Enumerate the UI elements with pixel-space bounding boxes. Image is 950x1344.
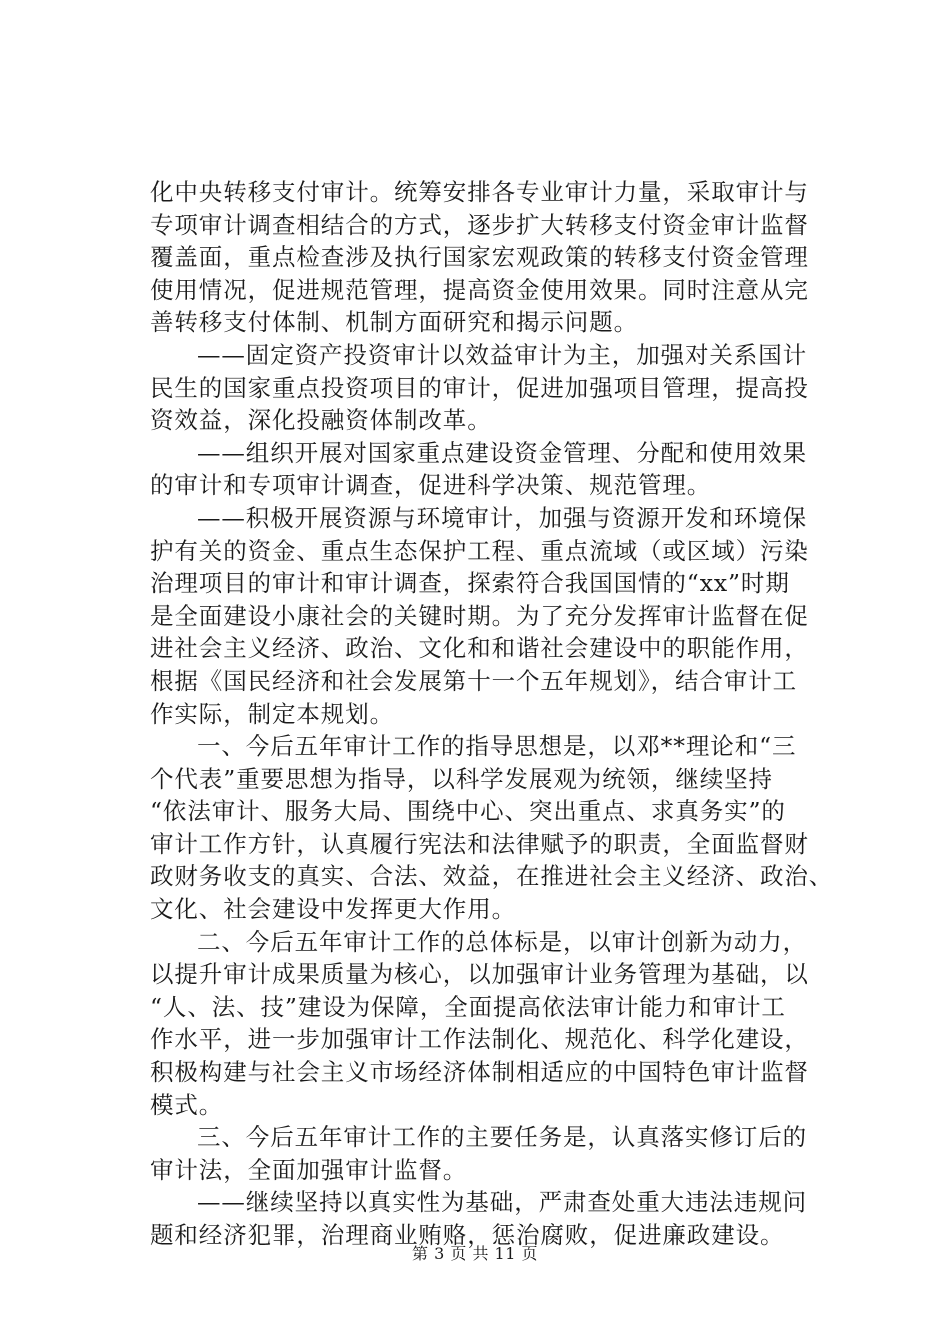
text-line: 作实际，制定本规划。: [150, 699, 394, 728]
text-line: “人、法、技”建设为保障，全面提高依法审计能力和审计工: [150, 992, 786, 1021]
text-line: 审计法，全面加强审计监督。: [150, 1155, 468, 1184]
text-line: “依法审计、服务大局、围绕中心、突出重点、求真务实”的: [150, 797, 786, 826]
text-line: 进社会主义经济、政治、文化和和谐社会建设中的职能作用，: [150, 634, 809, 663]
text-line: 文化、社会建设中发挥更大作用。: [150, 895, 516, 924]
text-line: 根据《国民经济和社会发展第十一个五年规划》，结合审计工: [150, 666, 798, 695]
text-line: 题和经济犯罪，治理商业贿赂，惩治腐败，促进廉政建设。: [150, 1221, 785, 1249]
text-line: 民生的国家重点投资项目的审计，促进加强项目管理，提高投: [150, 373, 809, 402]
text-line: 善转移支付体制、机制方面研究和揭示问题。: [150, 308, 638, 337]
text-line: ——组织开展对国家重点建设资金管理、分配和使用效果: [197, 438, 807, 467]
text-line: 覆盖面，重点检查涉及执行国家宏观政策的转移支付资金管理: [150, 243, 809, 272]
text-line: 三、今后五年审计工作的主要任务是，认真落实修订后的: [197, 1123, 807, 1152]
text-line: 化中央转移支付审计。统筹安排各专业审计力量，采取审计与: [150, 178, 809, 206]
text-line: 一、今后五年审计工作的指导思想是，以邓**理论和“三: [197, 732, 797, 761]
text-line: 的审计和专项审计调查，促进科学决策、规范管理。: [150, 471, 712, 500]
text-line: 积极构建与社会主义市场经济体制相适应的中国特色审计监督: [150, 1058, 809, 1087]
text-line: 政财务收支的真实、合法、效益，在推进社会主义经济、政治、: [150, 862, 834, 891]
text-line: 护有关的资金、重点生态保护工程、重点流域（或区域）污染: [150, 536, 809, 565]
text-line: 审计工作方针，认真履行宪法和法律赋予的职责，全面监督财: [150, 829, 809, 858]
text-line: 二、今后五年审计工作的总体标是，以审计创新为动力，: [197, 927, 807, 956]
document-body: [150, 176, 840, 1252]
text-line: 使用情况，促进规范管理，提高资金使用效果。同时注意从完: [150, 275, 809, 304]
text-line: 个代表”重要思想为指导，以科学发展观为统领，继续坚持: [150, 764, 773, 793]
text-line: 资效益，深化投融资体制改革。: [150, 406, 492, 435]
text-line: 专项审计调查相结合的方式，逐步扩大转移支付资金审计监督: [150, 210, 809, 239]
text-line: ——继续坚持以真实性为基础，严肃查处重大违法违规问: [197, 1188, 807, 1217]
text-line: 模式。: [150, 1090, 224, 1119]
text-line: 作水平，进一步加强审计工作法制化、规范化、科学化建设，: [150, 1025, 809, 1054]
text-line: 是全面建设小康社会的关键时期。为了充分发挥审计监督在促: [150, 601, 809, 630]
text-line: ——积极开展资源与环境审计，加强与资源开发和环境保: [197, 503, 807, 532]
text-line: 治理项目的审计和审计调查，探索符合我国国情的“xx”时期: [150, 569, 790, 598]
text-line: 以提升审计成果质量为核心，以加强审计业务管理为基础，以: [150, 960, 809, 989]
page-footer: 第 3 页 共 11 页: [412, 1244, 538, 1263]
text-line: ——固定资产投资审计以效益审计为主，加强对关系国计: [197, 340, 807, 369]
